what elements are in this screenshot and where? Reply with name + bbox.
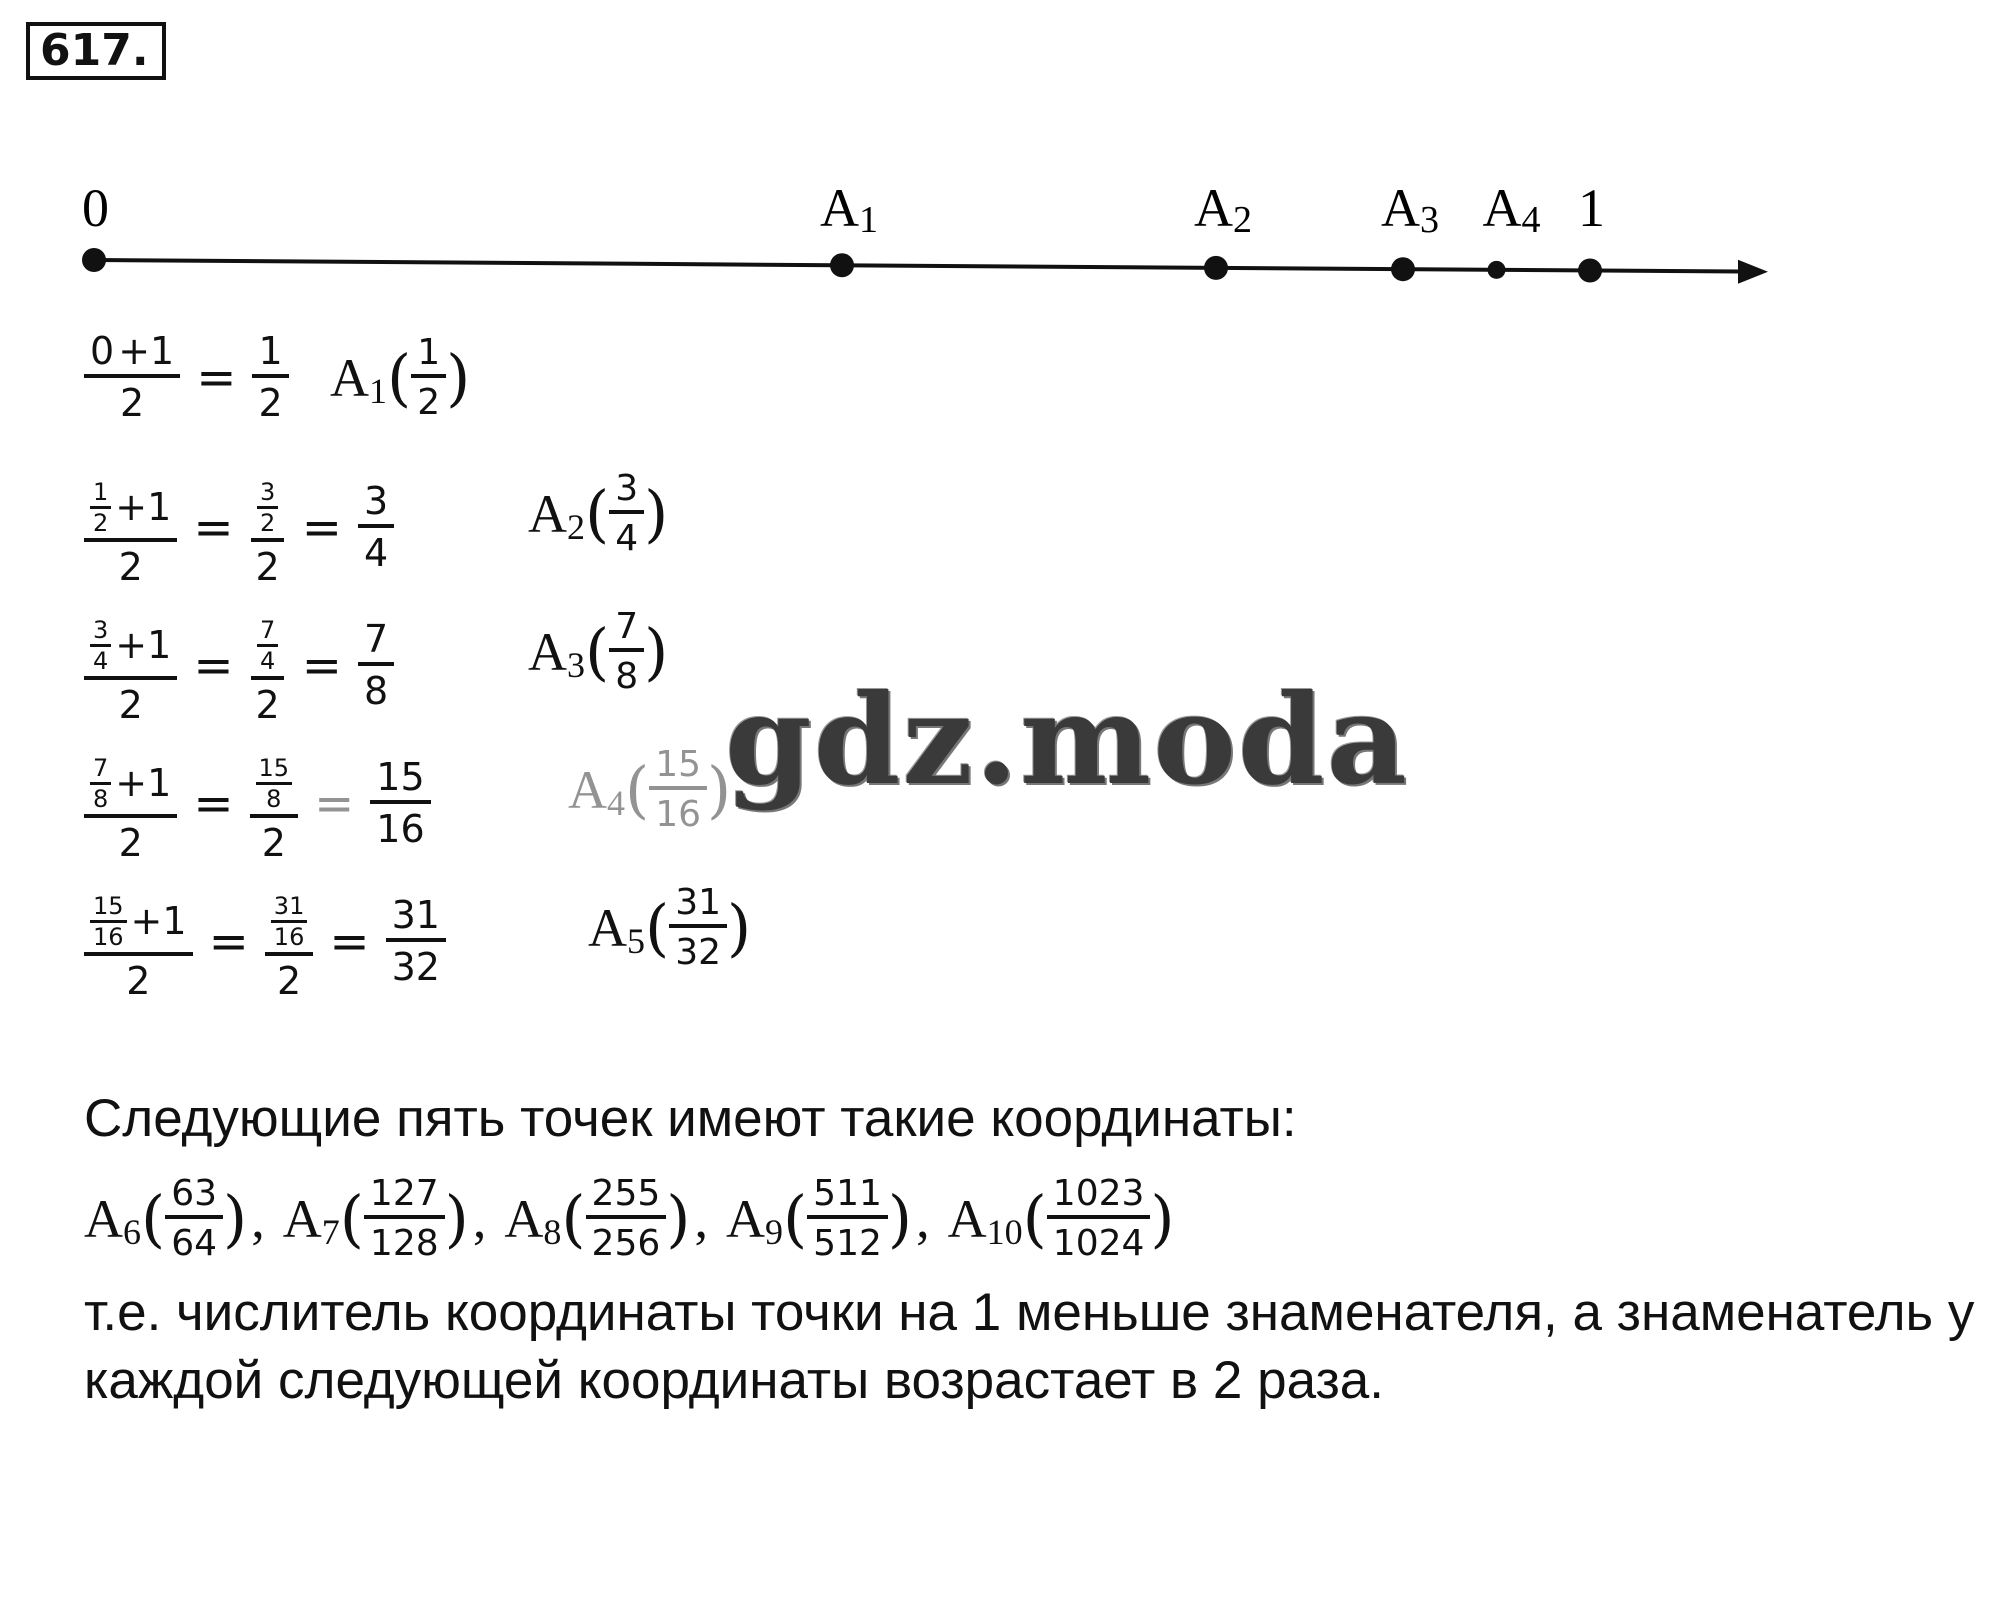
number-line-label: A3: [1381, 178, 1439, 241]
inner-fraction: [256, 756, 293, 812]
middle-denominator: 2: [255, 545, 280, 590]
fraction-denominator: 4: [363, 531, 389, 576]
number-line-point: [1391, 257, 1415, 281]
lhs-numerator-expression: [90, 329, 175, 373]
close-paren: ): [887, 1181, 913, 1255]
fraction-denominator: 8: [93, 785, 109, 814]
number-line-label: A4: [1482, 178, 1541, 241]
comma-separator: ,: [472, 1188, 487, 1249]
point-letter: A: [504, 1188, 544, 1249]
fraction-denominator: 4: [259, 647, 276, 676]
conclusion-line-2: каждой следующей координаты возрастает в 2 раза.: [84, 1351, 1384, 1410]
point-index: 3: [567, 644, 585, 685]
middle-fraction: [250, 744, 299, 864]
close-paren: ): [644, 614, 669, 688]
lhs-whole: 0: [90, 329, 115, 373]
close-paren: ): [727, 890, 752, 964]
lhs-numerator-expression: [90, 480, 171, 536]
lhs-denominator: 2: [126, 959, 151, 1004]
close-paren: ): [223, 1181, 248, 1255]
inner-fraction: [90, 894, 127, 950]
fraction-denominator: 2: [417, 381, 441, 423]
number-line-label: A2: [1194, 178, 1252, 241]
point-index: 1: [369, 370, 387, 411]
fraction-denominator: 4: [615, 517, 639, 559]
fraction-numerator: 15: [90, 894, 127, 923]
fraction-numerator: 1: [252, 332, 288, 378]
open-paren: (: [585, 476, 610, 550]
next-point-coordinate: [726, 1175, 912, 1263]
inner-fraction: [90, 756, 111, 812]
number-line: [0, 170, 1800, 310]
calculation-row: [84, 329, 289, 425]
coordinate-fraction: [411, 334, 446, 422]
middle-numerator: [250, 744, 299, 818]
result-fraction: [358, 479, 394, 576]
fraction-numerator: 1: [411, 334, 446, 378]
calculation-row: [84, 468, 394, 588]
coordinate-fraction: [165, 1175, 223, 1263]
fraction-numerator: 1: [90, 480, 111, 509]
lhs-numerator: [84, 329, 180, 378]
fraction-denominator: 2: [258, 380, 283, 425]
fraction-numerator: 63: [165, 1175, 223, 1219]
fraction-denominator: 64: [171, 1222, 218, 1264]
lhs-numerator: [84, 744, 177, 818]
fraction-denominator: 2: [259, 509, 276, 538]
point-index: 5: [627, 920, 645, 961]
open-paren: (: [585, 614, 610, 688]
point-letter: A: [725, 1188, 765, 1249]
fraction-numerator: 31: [386, 896, 446, 942]
fraction-denominator: 256: [591, 1222, 661, 1264]
open-paren: (: [387, 340, 412, 414]
fraction-numerator: 511: [807, 1175, 888, 1219]
middle-denominator: 2: [255, 683, 280, 728]
fraction-numerator: 1023: [1047, 1175, 1151, 1219]
plus-one: +1: [115, 761, 172, 806]
middle-numerator: [251, 606, 284, 680]
inner-fraction: [90, 480, 111, 536]
lhs-denominator: 2: [118, 683, 143, 728]
fraction-denominator: 32: [391, 945, 440, 990]
number-line-arrow: [1738, 260, 1768, 284]
number-line-point: [82, 248, 106, 272]
fraction-numerator: 7: [257, 618, 278, 647]
point-letter: A: [947, 1188, 987, 1249]
open-paren: (: [645, 890, 670, 964]
coordinate-fraction: [1047, 1175, 1151, 1263]
next-point-coordinate: [504, 1175, 690, 1263]
lhs-fraction: [84, 882, 193, 1002]
lhs-numerator: [84, 882, 193, 956]
close-paren: ): [446, 340, 471, 414]
equals-sign: =: [314, 776, 355, 833]
next-points-intro: Следующие пять точек имеют такие координаты:: [84, 1089, 1297, 1148]
fraction-denominator: 16: [93, 923, 124, 952]
fraction-denominator: 8: [615, 655, 639, 697]
fraction-denominator: 16: [376, 807, 425, 852]
open-paren: (: [625, 752, 650, 826]
fraction-numerator: 3: [90, 618, 111, 647]
fraction-denominator: 512: [813, 1222, 882, 1264]
point-index: 9: [764, 1211, 783, 1252]
fraction-numerator: 31: [271, 894, 308, 923]
fraction-numerator: 7: [609, 608, 644, 652]
comma-separator: ,: [251, 1188, 265, 1249]
number-line-point: [1204, 256, 1228, 280]
next-points-list: [84, 1175, 1175, 1263]
coordinate-fraction: [649, 746, 707, 834]
inner-fraction: [257, 618, 278, 674]
lhs-fraction: [84, 468, 177, 588]
point-coordinate-label: [528, 470, 668, 558]
plus-one: +1: [115, 623, 172, 668]
middle-fraction: [250, 468, 286, 588]
middle-denominator: 2: [261, 821, 286, 866]
result-fraction: [386, 893, 446, 990]
coordinate-fraction: [586, 1175, 667, 1263]
comma-separator: ,: [916, 1188, 930, 1249]
open-paren: (: [141, 1181, 166, 1255]
point-letter: A: [528, 621, 567, 682]
plus-one: +1: [130, 899, 187, 944]
lhs-denominator: 2: [120, 380, 145, 425]
next-point-coordinate: [948, 1175, 1175, 1263]
result-fraction: [358, 617, 394, 714]
close-paren: ): [644, 476, 669, 550]
fraction-denominator: 128: [369, 1222, 439, 1264]
fraction-numerator: 255: [586, 1175, 667, 1219]
next-point-coordinate: [283, 1175, 469, 1263]
fraction-numerator: 15: [256, 756, 293, 785]
middle-fraction: [250, 606, 286, 726]
middle-numerator: [251, 468, 284, 542]
point-letter: A: [84, 1188, 123, 1249]
coordinate-fraction: [807, 1175, 888, 1263]
calculation-row: [84, 882, 446, 1002]
point-index: 6: [123, 1211, 141, 1252]
equals-sign: =: [193, 638, 234, 695]
coordinate-fraction: [609, 608, 644, 696]
lhs-numerator-expression: [90, 618, 171, 674]
point-coordinate-label: [568, 746, 731, 834]
equals-sign: =: [208, 914, 249, 971]
fraction-denominator: 8: [363, 669, 389, 714]
equals-sign: =: [301, 500, 342, 557]
middle-numerator: [265, 882, 314, 956]
lhs-numerator-expression: [90, 756, 171, 812]
fraction-numerator: 3: [609, 470, 644, 514]
point-letter: A: [568, 759, 607, 820]
watermark-logo: gdz.moda: [725, 668, 1409, 813]
point-coordinate-label: [330, 334, 470, 422]
task-number: 617.: [26, 22, 166, 80]
point-letter: A: [330, 347, 369, 408]
lhs-fraction: [84, 744, 177, 864]
number-line-point: [1488, 261, 1506, 279]
middle-denominator: 2: [276, 959, 302, 1004]
open-paren: (: [782, 1181, 808, 1255]
number-line-label: 0: [82, 178, 109, 238]
coordinate-fraction: [669, 884, 727, 972]
plus-one: +1: [115, 485, 172, 530]
inner-fraction: [271, 894, 308, 950]
equals-sign: =: [301, 638, 342, 695]
comma-separator: ,: [694, 1188, 708, 1249]
close-paren: ): [444, 1181, 469, 1255]
number-line-point: [1578, 259, 1602, 283]
lhs-numerator-expression: [90, 894, 187, 950]
point-coordinate-label: [588, 884, 751, 972]
fraction-denominator: 8: [266, 785, 282, 814]
point-index: 8: [543, 1211, 562, 1252]
result-fraction: [370, 755, 430, 852]
point-index: 2: [567, 506, 585, 547]
number-line-point: [830, 253, 854, 277]
point-index: 7: [321, 1211, 340, 1252]
calculation-row: [84, 744, 431, 864]
point-letter: A: [282, 1188, 322, 1249]
fraction-denominator: 2: [93, 509, 109, 538]
open-paren: (: [561, 1181, 586, 1255]
number-line-label: A1: [820, 178, 878, 241]
close-paren: ): [1150, 1181, 1175, 1255]
point-letter: A: [528, 483, 567, 544]
next-point-coordinate: [84, 1175, 247, 1263]
fraction-denominator: 32: [675, 931, 722, 973]
equals-sign: =: [193, 776, 234, 833]
fraction-numerator: 3: [358, 482, 394, 528]
result-fraction: [252, 329, 288, 425]
fraction-numerator: 15: [370, 758, 430, 804]
lhs-fraction: [84, 606, 177, 726]
fraction-numerator: 7: [90, 756, 111, 785]
fraction-denominator: 1024: [1052, 1222, 1145, 1264]
coordinate-fraction: [609, 470, 644, 558]
point-index: 10: [986, 1211, 1023, 1252]
equals-sign: =: [193, 500, 234, 557]
open-paren: (: [339, 1181, 364, 1255]
equals-sign: =: [329, 914, 370, 971]
fraction-denominator: 16: [655, 793, 702, 835]
fraction-numerator: 3: [257, 480, 278, 509]
point-coordinate-label: [528, 608, 668, 696]
coordinate-fraction: [364, 1175, 445, 1263]
fraction-denominator: 4: [93, 647, 109, 676]
fraction-numerator: 15: [649, 746, 707, 790]
open-paren: (: [1022, 1181, 1047, 1255]
middle-fraction: [265, 882, 314, 1002]
inner-fraction: [90, 618, 111, 674]
equals-sign: =: [196, 349, 237, 406]
fraction-numerator: 31: [669, 884, 727, 928]
fraction-denominator: 16: [273, 923, 305, 952]
lhs-denominator: 2: [118, 545, 143, 590]
fraction-numerator: 127: [364, 1175, 445, 1219]
lhs-numerator: [84, 606, 177, 680]
close-paren: ): [666, 1181, 691, 1255]
lhs-denominator: 2: [118, 821, 143, 866]
lhs-numerator: [84, 468, 177, 542]
lhs-fraction: [84, 329, 180, 425]
point-letter: A: [588, 897, 627, 958]
fraction-numerator: 7: [358, 620, 394, 666]
plus-one: +1: [118, 329, 175, 373]
number-line-label: 1: [1578, 178, 1605, 238]
inner-fraction: [257, 480, 278, 536]
point-index: 4: [607, 782, 625, 823]
calculation-row: [84, 606, 394, 726]
conclusion-line-1: т.е. числитель координаты точки на 1 меньше знаменателя, а знаменатель у: [84, 1283, 1975, 1342]
close-paren: ): [707, 752, 732, 826]
